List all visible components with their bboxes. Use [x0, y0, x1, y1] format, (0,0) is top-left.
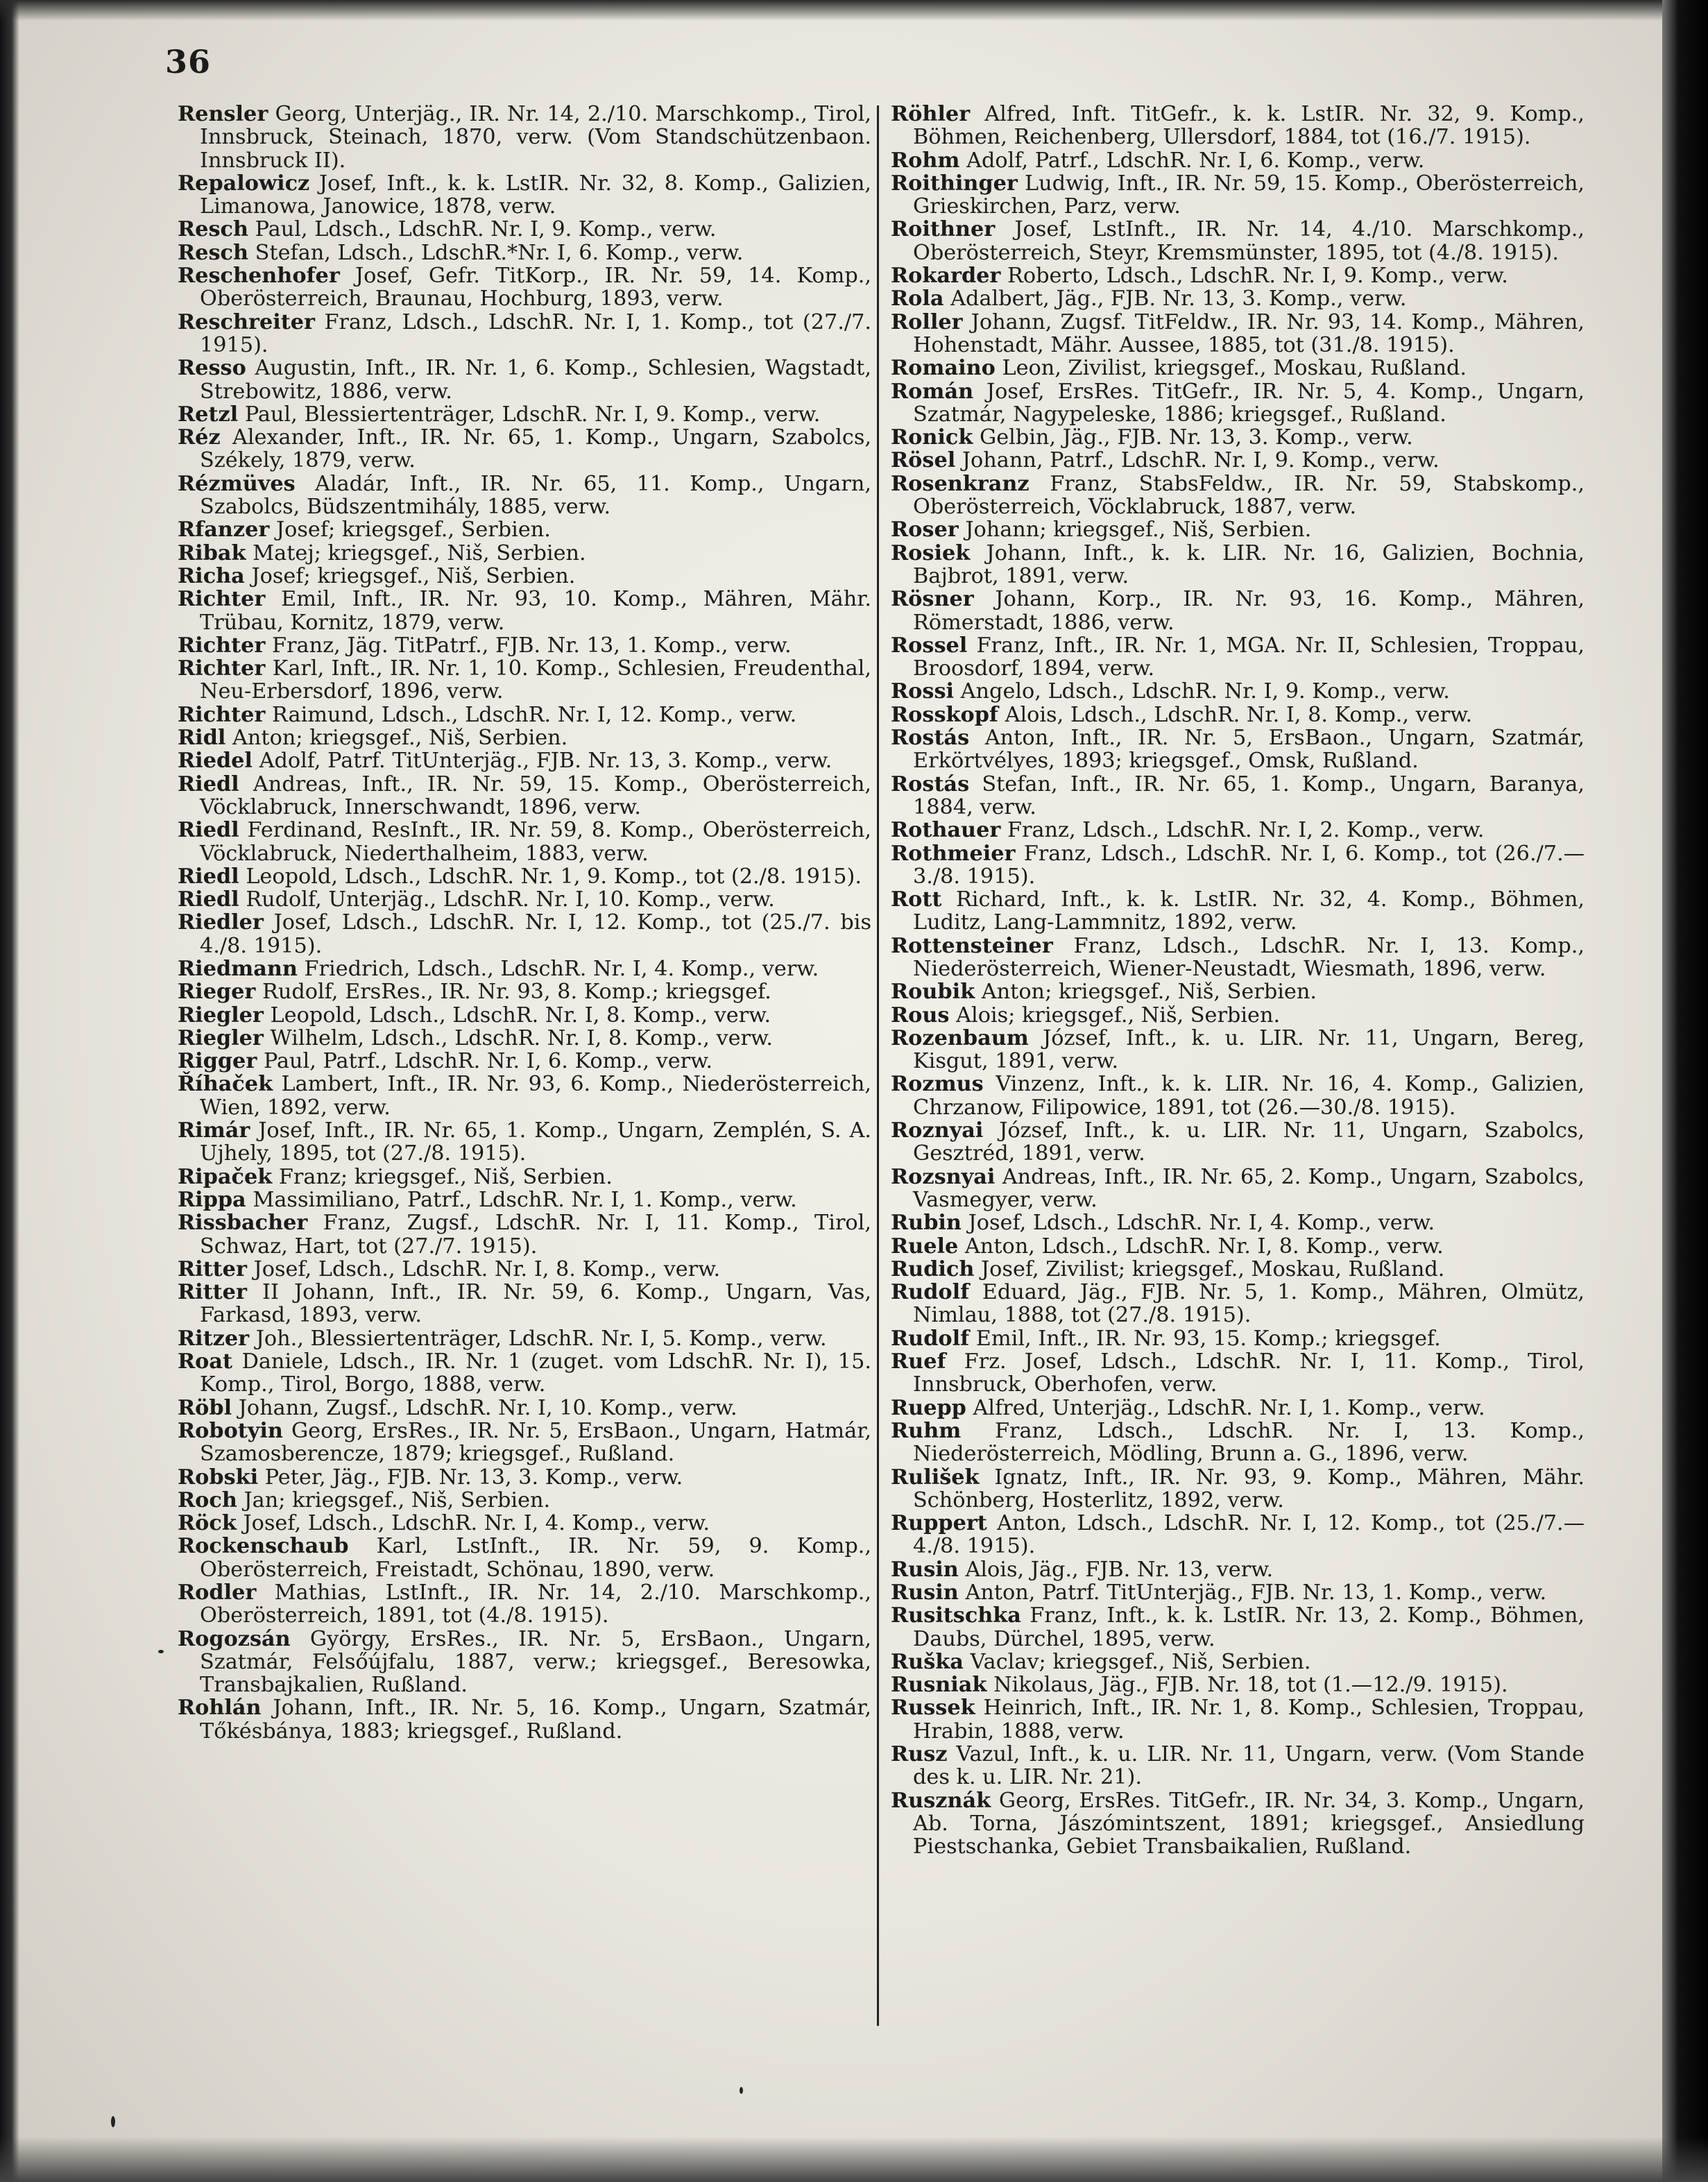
entry-surname: Rusniak: [891, 1673, 987, 1698]
entry-details: Jan; kriegsgef., Niš, Serbien.: [244, 1488, 551, 1512]
casualty-entry: [178, 1512, 871, 1535]
entry-details: Karl, Inft., IR. Nr. 1, 10. Komp., Schlesien, Freudenthal, Neu-Erbersdorf, 1896, verw.: [200, 656, 871, 704]
entry-surname: Říhaček: [178, 1072, 273, 1097]
casualty-entry: [891, 1073, 1585, 1119]
entry-surname: Riedl: [178, 887, 239, 912]
entry-surname: Reschreiter: [178, 309, 315, 334]
casualty-entry: [891, 1558, 1585, 1581]
casualty-entry: [178, 1188, 871, 1211]
casualty-entry: [178, 634, 871, 657]
entry-details: Franz, Ldsch., LdschR. Nr. I, 13. Komp., Niederösterreich, Mödling, Brunn a. G., 1896, verw.: [913, 1418, 1585, 1467]
entry-details: Lambert, Inft., IR. Nr. 93, 6. Komp., Niederösterreich, Wien, 1892, verw.: [200, 1072, 872, 1120]
casualty-entry: [891, 172, 1585, 219]
entry-details: Vazul, Inft., k. u. LIR. Nr. 11, Ungarn, verw. (Vom Stande des k. u. LIR. Nr. 21).: [913, 1742, 1585, 1790]
entry-surname: Rudolf: [891, 1326, 970, 1351]
entry-details: Franz, Zugsf., LdschR. Nr. I, 11. Komp., Tirol, Schwaz, Hart, tot (27./7. 1915).: [200, 1211, 871, 1259]
entry-surname: Réz: [178, 425, 221, 450]
casualty-entry: [178, 773, 871, 819]
casualty-entry: [178, 172, 871, 219]
entry-surname: Ritter: [178, 1280, 247, 1305]
casualty-entry: [891, 449, 1585, 472]
entry-details: Franz, Jäg. TitPatrf., FJB. Nr. 13, 1. Komp., verw.: [272, 633, 792, 658]
casualty-entry: [891, 842, 1585, 889]
entry-details: Franz, StabsFeldw., IR. Nr. 59, Stabskomp., Oberösterreich, Vöcklabruck, 1887, verw.: [913, 471, 1585, 520]
entry-details: Josef, Inft., IR. Nr. 65, 1. Komp., Ungarn, Zemplén, S. A. Ujhely, 1895, tot (27./8. 1915).: [200, 1118, 872, 1166]
casualty-entry: [891, 1466, 1585, 1512]
entry-surname: Rockenschaub: [178, 1534, 349, 1559]
casualty-entry: [178, 518, 871, 541]
casualty-entry: [891, 726, 1585, 773]
entry-surname: Röhler: [891, 102, 971, 126]
entry-details: Alois, Jäg., FJB. Nr. 13, verw.: [965, 1557, 1274, 1582]
casualty-entry: [178, 218, 871, 241]
casualty-entry: [178, 1420, 871, 1466]
entry-details: Anton, Ldsch., LdschR. Nr. I, 12. Komp., tot (25./7.—4./8. 1915).: [913, 1511, 1585, 1559]
entry-surname: Rudich: [891, 1256, 975, 1281]
casualty-entry: [178, 264, 871, 311]
entry-surname: Ripaček: [178, 1164, 273, 1189]
entry-details: Aladár, Inft., IR. Nr. 65, 11. Komp., Ungarn, Szabolcs, Büdszentmihály, 1885, verw.: [200, 471, 871, 520]
entry-details: Gelbin, Jäg., FJB. Nr. 13, 3. Komp., verw.: [980, 425, 1413, 450]
casualty-entry: [891, 1027, 1585, 1073]
casualty-entry: [891, 1397, 1585, 1420]
entry-details: Franz, Ldsch., LdschR. Nr. I, 1. Komp., tot (27./7. 1915).: [200, 309, 871, 357]
entry-surname: Roithner: [891, 217, 996, 242]
entry-details: Franz, Inft., k. k. LstIR. Nr. 13, 2. Komp., Böhmen, Daubs, Dürchel, 1895, verw.: [913, 1603, 1585, 1651]
casualty-entry: [891, 1673, 1585, 1696]
entry-surname: Rusitschka: [891, 1603, 1021, 1628]
entry-details: Leopold, Ldsch., LdschR. Nr. 1, 9. Komp., tot (2./8. 1915).: [246, 864, 862, 889]
casualty-entry: [178, 1628, 871, 1697]
entry-details: Alfred, Unterjäg., LdschR. Nr. I, 1. Komp., verw.: [973, 1395, 1485, 1420]
casualty-entry: [891, 1789, 1585, 1859]
casualty-entry: [178, 1489, 871, 1512]
entry-surname: Roller: [891, 309, 963, 334]
entry-surname: Rous: [891, 1003, 950, 1028]
entry-surname: Riedmann: [178, 956, 298, 981]
entry-surname: Ruepp: [891, 1395, 966, 1420]
entry-surname: Rossi: [891, 679, 955, 704]
entry-surname: Rohm: [891, 148, 960, 173]
entry-surname: Riedl: [178, 818, 239, 843]
casualty-entry: [891, 1604, 1585, 1651]
entry-surname: Russek: [891, 1696, 975, 1721]
entry-surname: Riegler: [178, 1025, 264, 1050]
casualty-entry: [178, 565, 871, 588]
casualty-entry: [178, 1581, 871, 1628]
entry-details: György, ErsRes., IR. Nr. 5, ErsBaon., Ungarn, Szatmár, Felsőújfalu, 1887, verw.; kriegsgef., Beresowka, Transbajkalien, Rußland.: [200, 1626, 871, 1698]
casualty-entry: [178, 1327, 871, 1350]
entry-surname: Richter: [178, 587, 266, 612]
entry-surname: Rothauer: [891, 818, 1001, 843]
casualty-entry: [178, 980, 871, 1003]
entry-details: Anton, Patrf. TitUnterjäg., FJB. Nr. 13, 1. Komp., verw.: [965, 1580, 1547, 1605]
entry-details: Paul, Patrf., LdschR. Nr. I, 6. Komp., verw.: [263, 1049, 713, 1074]
entry-details: Johann, Inft., IR. Nr. 5, 16. Komp., Ungarn, Szatmár, Tőkésbánya, 1883; kriegsgef., Rußland.: [200, 1696, 872, 1744]
entry-details: Friedrich, Ldsch., LdschR. Nr. I, 4. Komp., verw.: [304, 956, 819, 981]
entry-details: Anton, Ldsch., LdschR. Nr. I, 8. Komp., verw.: [964, 1234, 1444, 1259]
casualty-entry: [178, 1119, 871, 1166]
entry-details: Josef, Gefr. TitKorp., IR. Nr. 59, 14. Komp., Oberösterreich, Braunau, Hochburg, 1893, verw.: [200, 264, 871, 312]
entry-surname: Riedler: [178, 910, 264, 935]
entry-details: Paul, Blessiertenträger, LdschR. Nr. I, 9. Komp., verw.: [244, 402, 821, 427]
casualty-entry: [178, 1535, 871, 1581]
entry-surname: Richter: [178, 656, 266, 681]
entry-surname: Rensler: [178, 102, 268, 126]
entry-details: Mathias, LstInft., IR. Nr. 14, 2./10. Marschkomp., Oberösterreich, 1891, tot (4./8. 1915).: [200, 1580, 871, 1628]
casualty-entry: [891, 1258, 1585, 1281]
casualty-entry: [178, 472, 871, 519]
entry-surname: Rosiek: [891, 540, 971, 565]
entry-details: Leopold, Ldsch., LdschR. Nr. I, 8. Komp., verw.: [270, 1003, 771, 1028]
entry-surname: Richa: [178, 563, 245, 588]
casualty-entry: [891, 888, 1585, 935]
entry-details: Georg, ErsRes., IR. Nr. 5, ErsBaon., Ungarn, Hatmár, Szamosberencze, 1879; kriegsgef., Rußland.: [200, 1418, 871, 1467]
entry-details: Angelo, Ldsch., LdschR. Nr. I, 9. Komp., verw.: [960, 679, 1450, 704]
casualty-entry: [178, 1258, 871, 1281]
entry-surname: Rothmeier: [891, 841, 1016, 866]
entry-surname: Ronick: [891, 425, 973, 450]
casualty-entry: [891, 149, 1585, 172]
casualty-entry: [891, 1119, 1585, 1166]
entry-surname: Rfanzer: [178, 518, 270, 543]
entry-surname: Rusin: [891, 1580, 959, 1605]
casualty-entry: [891, 1281, 1585, 1327]
entry-surname: Rissbacher: [178, 1211, 308, 1236]
entry-surname: Ridl: [178, 726, 226, 751]
entry-surname: Rohlán: [178, 1696, 262, 1721]
entry-surname: Romaino: [891, 356, 996, 381]
entry-details: Anton; kriegsgef., Niš, Serbien.: [981, 980, 1317, 1005]
casualty-entry: [891, 1512, 1585, 1558]
entry-surname: Rusin: [891, 1557, 959, 1582]
entry-details: II Johann, Inft., IR. Nr. 59, 6. Komp., Ungarn, Vas, Farkasd, 1893, verw.: [200, 1280, 871, 1328]
scan-shadow-bottom: [0, 2137, 1708, 2182]
casualty-entry: [178, 1281, 871, 1327]
left-column: [178, 103, 871, 1743]
casualty-entry: [891, 1166, 1585, 1212]
entry-surname: Röck: [178, 1511, 237, 1536]
entry-surname: Rusz: [891, 1742, 948, 1767]
casualty-entry: [178, 1696, 871, 1743]
casualty-entry: [891, 819, 1585, 842]
entry-surname: Rosenkranz: [891, 471, 1030, 496]
entry-details: Anton, Inft., IR. Nr. 5, ErsBaon., Ungarn, Szatmár, Erkörtvélyes, 1893; kriegsgef., Omsk, Rußland.: [913, 726, 1585, 774]
entry-details: József, Inft., k. u. LIR. Nr. 11, Ungarn, Szabolcs, Gesztréd, 1891, verw.: [913, 1118, 1585, 1166]
entry-details: Andreas, Inft., IR. Nr. 65, 2. Komp., Ungarn, Szabolcs, Vasmegyer, verw.: [913, 1164, 1585, 1212]
casualty-entry: [178, 1350, 871, 1397]
entry-details: Peter, Jäg., FJB. Nr. 13, 3. Komp., verw.: [264, 1465, 683, 1490]
casualty-entry: [178, 1027, 871, 1050]
entry-details: Adolf, Patrf. TitUnterjäg., FJB. Nr. 13, 3. Komp., verw.: [259, 749, 832, 774]
entry-details: Josef, LstInft., IR. Nr. 14, 4./10. Marschkomp., Oberösterreich, Steyr, Kremsmünster, 1895, tot (4./8. 1915).: [913, 217, 1585, 265]
casualty-entry: [178, 103, 871, 172]
casualty-entry: [891, 1235, 1585, 1258]
casualty-entry: [178, 911, 871, 957]
entry-details: Johann, Inft., k. k. LIR. Nr. 16, Galizien, Bochnia, Bajbrot, 1891, verw.: [913, 540, 1585, 588]
casualty-entry: [178, 588, 871, 634]
entry-surname: Roser: [891, 518, 959, 543]
casualty-entry: [178, 357, 871, 403]
casualty-entry: [178, 1397, 871, 1420]
casualty-entry: [891, 103, 1585, 149]
entry-details: Ferdinand, ResInft., IR. Nr. 59, 8. Komp., Oberösterreich, Vöcklabruck, Niederthalheim, 1883, verw.: [200, 818, 871, 866]
entry-details: Augustin, Inft., IR. Nr. 1, 6. Komp., Schlesien, Wagstadt, Strebowitz, 1886, verw.: [200, 356, 871, 404]
casualty-entry: [891, 264, 1585, 287]
casualty-entry: [178, 819, 871, 865]
entry-surname: Rott: [891, 887, 942, 912]
casualty-entry: [891, 1696, 1585, 1743]
entry-surname: Ruška: [891, 1649, 964, 1674]
casualty-entry: [178, 749, 871, 772]
entry-details: Emil, Inft., IR. Nr. 93, 15. Komp.; kriegsgef.: [975, 1326, 1441, 1351]
casualty-entry: [891, 426, 1585, 449]
entry-surname: Rubin: [891, 1211, 962, 1236]
casualty-entry: [891, 357, 1585, 380]
casualty-entry: [178, 657, 871, 704]
entry-details: Ignatz, Inft., IR. Nr. 93, 9. Komp., Mähren, Mähr. Schönberg, Hosterlitz, 1892, verw.: [913, 1465, 1585, 1512]
casualty-entry: [891, 218, 1585, 264]
entry-details: Emil, Inft., IR. Nr. 93, 10. Komp., Mähren, Mähr. Trübau, Kornitz, 1879, verw.: [200, 587, 871, 635]
stray-mark: [111, 2116, 115, 2127]
entry-details: Daniele, Ldsch., IR. Nr. 1 (zuget. vom LdschR. Nr. I), 15. Komp., Tirol, Borgo, 1888, verw.: [200, 1349, 871, 1397]
entry-details: Josef, Ldsch., LdschR. Nr. I, 8. Komp., verw.: [253, 1256, 721, 1281]
right-column: [891, 103, 1585, 1859]
entry-details: Wilhelm, Ldsch., LdschR. Nr. I, 8. Komp., verw.: [270, 1025, 773, 1050]
entry-details: Rudolf, ErsRes., IR. Nr. 93, 8. Komp.; kriegsgef.: [262, 980, 771, 1005]
entry-surname: Roat: [178, 1349, 233, 1374]
casualty-entry: [178, 426, 871, 472]
entry-details: József, Inft., k. u. LIR. Nr. 11, Ungarn, Bereg, Kisgut, 1891, verw.: [913, 1025, 1585, 1074]
entry-surname: Ruppert: [891, 1511, 987, 1536]
entry-surname: Riegler: [178, 1003, 264, 1028]
entry-details: Joh., Blessiertenträger, LdschR. Nr. I, 5. Komp., verw.: [255, 1326, 827, 1351]
entry-details: Franz, Ldsch., LdschR. Nr. I, 6. Komp., tot (26./7.—3./8. 1915).: [913, 841, 1585, 889]
entry-details: Stefan, Ldsch., LdschR.*Nr. I, 6. Komp., verw.: [255, 240, 744, 265]
casualty-entry: [891, 704, 1585, 726]
entry-details: Franz; kriegsgef., Niš, Serbien.: [278, 1164, 613, 1189]
entry-surname: Rola: [891, 287, 944, 312]
entry-details: Richard, Inft., k. k. LstIR. Nr. 32, 4. Komp., Böhmen, Luditz, Lang-Lammnitz, 1892, verw.: [913, 887, 1585, 935]
casualty-entry: [178, 1004, 871, 1027]
entry-details: Alexander, Inft., IR. Nr. 65, 1. Komp., Ungarn, Szabolcs, Székely, 1879, verw.: [200, 425, 871, 473]
entry-surname: Riedl: [178, 864, 239, 889]
entry-surname: Resch: [178, 240, 248, 265]
entry-details: Stefan, Inft., IR. Nr. 65, 1. Komp., Ungarn, Baranya, 1884, verw.: [913, 772, 1585, 819]
entry-details: Nikolaus, Jäg., FJB. Nr. 18, tot (1.—12./9. 1915).: [993, 1673, 1508, 1698]
entry-details: Josef; kriegsgef., Niš, Serbien.: [251, 563, 576, 588]
entry-details: Josef, Ldsch., LdschR. Nr. I, 4. Komp., verw.: [243, 1511, 710, 1536]
entry-details: Johann, Zugsf., LdschR. Nr. I, 10. Komp., verw.: [238, 1395, 737, 1420]
scan-shadow-right: [1662, 0, 1708, 2182]
stray-mark: [740, 2087, 743, 2094]
casualty-entry: [891, 380, 1585, 427]
entry-surname: Rostás: [891, 726, 970, 751]
entry-details: Matej; kriegsgef., Niš, Serbien.: [253, 540, 586, 565]
entry-surname: Richter: [178, 702, 266, 727]
entry-surname: Repalowicz: [178, 171, 310, 196]
entry-surname: Roch: [178, 1488, 237, 1512]
entry-details: Franz, Inft., IR. Nr. 1, MGA. Nr. II, Schlesien, Troppau, Broosdorf, 1894, verw.: [913, 633, 1585, 681]
casualty-entry: [891, 311, 1585, 357]
casualty-entry: [891, 287, 1585, 310]
scan-shadow-top: [0, 0, 1708, 21]
casualty-entry: [891, 588, 1585, 634]
entry-details: Georg, Unterjäg., IR. Nr. 14, 2./10. Marschkomp., Tirol, Innsbruck, Steinach, 1870, verw. (Vom Standschützenbaon. Innsbruck II).: [200, 102, 871, 173]
entry-surname: Röbl: [178, 1395, 232, 1420]
column-divider: [877, 105, 879, 2026]
entry-surname: Rösner: [891, 587, 974, 612]
entry-surname: Robotyin: [178, 1418, 283, 1443]
casualty-entry: [891, 1743, 1585, 1789]
entry-surname: Rigger: [178, 1049, 257, 1074]
entry-details: Franz, Ldsch., LdschR. Nr. I, 2. Komp., verw.: [1007, 818, 1485, 843]
entry-details: Paul, Ldsch., LdschR. Nr. I, 9. Komp., verw.: [255, 217, 717, 242]
casualty-entry: [178, 1166, 871, 1188]
casualty-entry: [891, 1581, 1585, 1604]
casualty-entry: [891, 680, 1585, 703]
entry-surname: Rusznák: [891, 1788, 991, 1813]
entry-details: Rudolf, Unterjäg., LdschR. Nr. I, 10. Komp., verw.: [246, 887, 775, 912]
entry-surname: Rieger: [178, 980, 256, 1005]
entry-details: Josef, Ldsch., LdschR. Nr. I, 4. Komp., verw.: [968, 1211, 1435, 1236]
entry-surname: Rogozsán: [178, 1626, 291, 1651]
entry-surname: Rulišek: [891, 1465, 980, 1490]
entry-surname: Resch: [178, 217, 248, 242]
casualty-entry: [178, 1466, 871, 1489]
entry-surname: Rozsnyai: [891, 1164, 996, 1189]
entry-surname: Ribak: [178, 540, 246, 565]
entry-surname: Rosskopf: [891, 702, 998, 727]
entry-surname: Rudolf: [891, 1280, 970, 1305]
entry-surname: Román: [891, 379, 974, 404]
entry-surname: Ruhm: [891, 1418, 962, 1443]
entry-details: Johann; kriegsgef., Niš, Serbien.: [965, 518, 1312, 543]
entry-surname: Ritter: [178, 1256, 247, 1281]
entry-details: Adolf, Patrf., LdschR. Nr. I, 6. Komp., verw.: [966, 148, 1425, 173]
entry-details: Ludwig, Inft., IR. Nr. 59, 15. Komp., Oberösterreich, Grieskirchen, Parz, verw.: [913, 171, 1585, 219]
scan-shadow-left: [0, 0, 19, 2182]
entry-surname: Rimár: [178, 1118, 250, 1143]
entry-surname: Rostás: [891, 772, 970, 796]
entry-surname: Reschenhofer: [178, 264, 340, 289]
entry-surname: Rossel: [891, 633, 968, 658]
casualty-entry: [178, 1211, 871, 1258]
entry-surname: Roithinger: [891, 171, 1018, 196]
entry-details: Josef, Ldsch., LdschR. Nr. I, 12. Komp., tot (25./7. bis 4./8. 1915).: [200, 910, 871, 958]
entry-details: Georg, ErsRes. TitGefr., IR. Nr. 34, 3. Komp., Ungarn, Ab. Torna, Jászómintszent, 1891; kriegsgef., Ansiedlung Piestschanka, Gebiet Transbaikalien, Rußland.: [913, 1788, 1585, 1859]
entry-details: Andreas, Inft., IR. Nr. 59, 15. Komp., Oberösterreich, Vöcklabruck, Innerschwandt, 1896, verw.: [200, 772, 871, 819]
entry-details: Alois; kriegsgef., Niš, Serbien.: [956, 1003, 1281, 1028]
casualty-entry: [891, 1211, 1585, 1234]
casualty-entry: [891, 773, 1585, 819]
entry-surname: Ruele: [891, 1234, 959, 1259]
casualty-entry: [891, 634, 1585, 681]
entry-details: Johann, Zugsf. TitFeldw., IR. Nr. 93, 14. Komp., Mähren, Hohenstadt, Mähr. Aussee, 1885, tot (31./8. 1915).: [913, 309, 1585, 357]
entry-surname: Roznyai: [891, 1118, 984, 1143]
entry-details: Josef, Inft., k. k. LstIR. Nr. 32, 8. Komp., Galizien, Limanowa, Janowice, 1878, verw.: [200, 171, 871, 219]
entry-details: Vaclav; kriegsgef., Niš, Serbien.: [970, 1649, 1311, 1674]
entry-details: Roberto, Ldsch., LdschR. Nr. I, 9. Komp., verw.: [1007, 264, 1508, 289]
casualty-entry: [178, 704, 871, 726]
entry-details: Adalbert, Jäg., FJB. Nr. 13, 3. Komp., verw.: [950, 287, 1407, 312]
page-number: 36: [165, 43, 212, 80]
entry-details: Eduard, Jäg., FJB. Nr. 5, 1. Komp., Mähren, Olmütz, Nimlau, 1888, tot (27./8. 1915).: [913, 1280, 1585, 1328]
entry-details: Anton; kriegsgef., Niš, Serbien.: [232, 726, 568, 751]
entry-surname: Ritzer: [178, 1326, 250, 1351]
entry-surname: Retzl: [178, 402, 239, 427]
stray-mark: [158, 1650, 164, 1653]
entry-surname: Riedel: [178, 749, 253, 774]
casualty-entry: [178, 1073, 871, 1119]
entry-details: Frz. Josef, Ldsch., LdschR. Nr. I, 11. Komp., Tirol, Innsbruck, Oberhofen, verw.: [913, 1349, 1585, 1397]
entry-details: Massimiliano, Patrf., LdschR. Nr. I, 1. Komp., verw.: [253, 1187, 797, 1212]
entry-surname: Robski: [178, 1465, 259, 1490]
entry-surname: Rozmus: [891, 1072, 984, 1097]
entry-details: Josef, ErsRes. TitGefr., IR. Nr. 5, 4. Komp., Ungarn, Szatmár, Nagypeleske, 1886; kriegsgef., Rußland.: [913, 379, 1585, 427]
entry-surname: Rösel: [891, 448, 956, 473]
entry-details: Heinrich, Inft., IR. Nr. 1, 8. Komp., Schlesien, Troppau, Hrabin, 1888, verw.: [913, 1696, 1585, 1744]
entry-details: Alfred, Inft. TitGefr., k. k. LstIR. Nr. 32, 9. Komp., Böhmen, Reichenberg, Ullersdorf, 1884, tot (16./7. 1915).: [913, 102, 1585, 150]
casualty-entry: [891, 1651, 1585, 1673]
casualty-entry: [891, 1350, 1585, 1397]
entry-surname: Richter: [178, 633, 266, 658]
casualty-entry: [178, 726, 871, 749]
casualty-entry: [178, 1050, 871, 1073]
casualty-entry: [891, 518, 1585, 541]
casualty-entry: [891, 1004, 1585, 1027]
entry-details: Johann, Patrf., LdschR. Nr. I, 9. Komp., verw.: [962, 448, 1440, 473]
casualty-entry: [178, 888, 871, 911]
entry-details: Franz, Ldsch., LdschR. Nr. I, 13. Komp., Niederösterreich, Wiener-Neustadt, Wiesmath, 1896, verw.: [913, 933, 1585, 981]
casualty-entry: [891, 935, 1585, 981]
entry-surname: Riedl: [178, 772, 239, 796]
entry-surname: Rippa: [178, 1187, 246, 1212]
entry-surname: Rokarder: [891, 264, 1001, 289]
entry-details: Josef; kriegsgef., Serbien.: [275, 518, 551, 543]
entry-details: Raimund, Ldsch., LdschR. Nr. I, 12. Komp., verw.: [272, 702, 797, 727]
entry-surname: Rodler: [178, 1580, 257, 1605]
entry-surname: Rottensteiner: [891, 933, 1053, 958]
entry-details: Leon, Zivilist, kriegsgef., Moskau, Rußland.: [1002, 356, 1467, 381]
casualty-entry: [178, 957, 871, 980]
entry-surname: Ruef: [891, 1349, 946, 1374]
casualty-entry: [178, 865, 871, 888]
casualty-entry: [891, 980, 1585, 1003]
casualty-entry: [178, 241, 871, 264]
casualty-entry: [178, 542, 871, 565]
entry-surname: Rozenbaum: [891, 1025, 1029, 1050]
casualty-entry: [891, 542, 1585, 588]
casualty-entry: [891, 1420, 1585, 1466]
casualty-entry: [178, 403, 871, 426]
entry-details: Josef, Zivilist; kriegsgef., Moskau, Rußland.: [981, 1256, 1445, 1281]
casualty-entry: [891, 1327, 1585, 1350]
entry-surname: Roubik: [891, 980, 975, 1005]
casualty-entry: [178, 311, 871, 357]
entry-details: Alois, Ldsch., LdschR. Nr. I, 8. Komp., verw.: [1005, 702, 1473, 727]
entry-details: Johann, Korp., IR. Nr. 93, 16. Komp., Mähren, Römerstadt, 1886, verw.: [913, 587, 1585, 635]
entry-surname: Resso: [178, 356, 246, 381]
casualty-entry: [891, 472, 1585, 519]
entry-details: Karl, LstInft., IR. Nr. 59, 9. Komp., Oberösterreich, Freistadt, Schönau, 1890, verw.: [200, 1534, 871, 1582]
entry-surname: Rézmüves: [178, 471, 296, 496]
entry-details: Vinzenz, Inft., k. k. LIR. Nr. 16, 4. Komp., Galizien, Chrzanow, Filipowice, 1891, tot (26.—30./8. 1915).: [913, 1072, 1585, 1120]
